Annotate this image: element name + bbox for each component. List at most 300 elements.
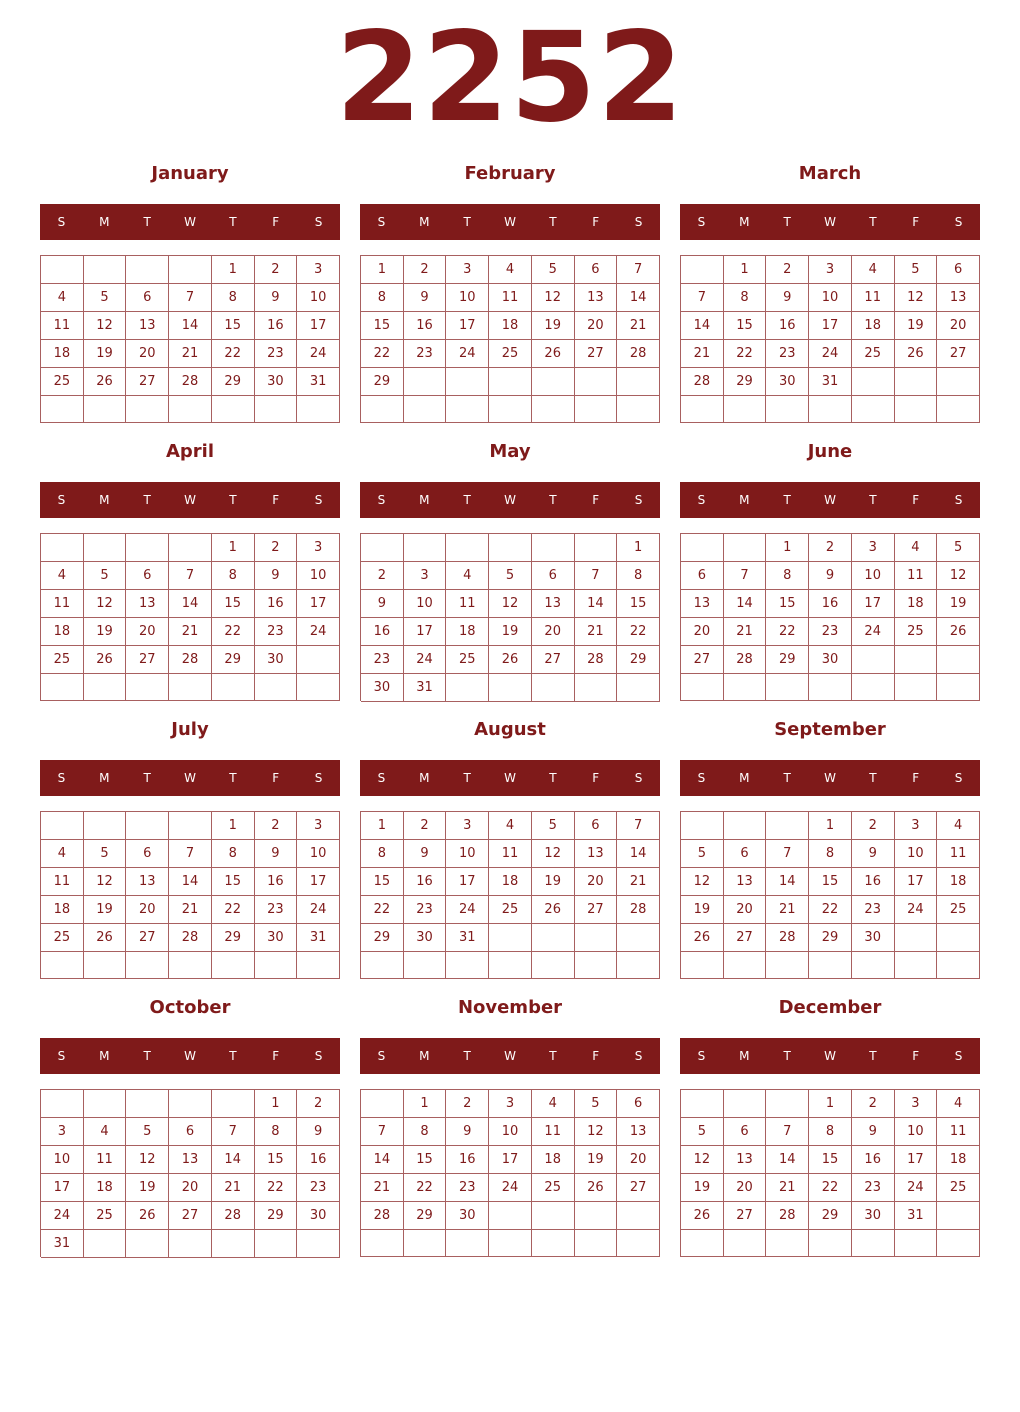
empty-cell [617, 1230, 660, 1257]
weekday-label: T [143, 771, 151, 785]
day-cell: 19 [489, 618, 532, 646]
weekday-label: W [184, 493, 196, 507]
weekday-label: S [314, 215, 323, 229]
empty-cell [126, 256, 169, 284]
weekday-label: W [504, 493, 516, 507]
day-cell: 13 [724, 868, 767, 896]
empty-cell [41, 952, 84, 979]
weekday-label: T [463, 493, 471, 507]
day-cell: 1 [404, 1090, 447, 1118]
empty-cell [404, 396, 447, 423]
empty-cell [532, 396, 575, 423]
day-cell: 23 [255, 618, 298, 646]
day-cell: 24 [809, 340, 852, 368]
weekday-label: S [634, 493, 643, 507]
day-cell: 26 [489, 646, 532, 674]
day-cell: 18 [41, 618, 84, 646]
day-cell: 1 [809, 812, 852, 840]
day-cell: 23 [766, 340, 809, 368]
day-cell: 14 [169, 590, 212, 618]
day-cell: 3 [809, 256, 852, 284]
day-cell: 10 [446, 284, 489, 312]
empty-cell [575, 396, 618, 423]
day-cell: 12 [681, 1146, 724, 1174]
day-cell: 4 [895, 534, 938, 562]
day-cell: 21 [361, 1174, 404, 1202]
day-cell: 1 [766, 534, 809, 562]
empty-cell [575, 924, 618, 952]
day-cell: 25 [937, 1174, 980, 1202]
day-cell: 2 [255, 812, 298, 840]
day-cell: 14 [361, 1146, 404, 1174]
weekday-label: M [419, 215, 430, 229]
empty-cell [84, 1230, 127, 1258]
day-cell: 5 [126, 1118, 169, 1146]
day-cell: 6 [169, 1118, 212, 1146]
day-cell: 22 [255, 1174, 298, 1202]
weekday-label: M [419, 771, 430, 785]
day-cell: 25 [446, 646, 489, 674]
day-cell: 8 [617, 562, 660, 590]
day-cell: 31 [809, 368, 852, 396]
day-cell: 7 [169, 840, 212, 868]
day-cell: 28 [724, 646, 767, 674]
day-cell: 10 [297, 562, 340, 590]
empty-cell [212, 952, 255, 979]
day-cell: 4 [489, 812, 532, 840]
empty-cell [852, 674, 895, 701]
weekday-label: S [57, 493, 66, 507]
empty-cell [255, 952, 298, 979]
day-cell: 17 [852, 590, 895, 618]
empty-cell [575, 674, 618, 702]
day-cell: 11 [84, 1146, 127, 1174]
day-cell: 24 [297, 896, 340, 924]
empty-cell [489, 952, 532, 979]
weekday-label: W [824, 215, 836, 229]
day-cell: 20 [126, 340, 169, 368]
day-cell: 5 [84, 562, 127, 590]
empty-cell [126, 1090, 169, 1118]
month-name: July [171, 719, 209, 740]
day-cell: 18 [937, 868, 980, 896]
day-grid [40, 533, 340, 701]
day-cell: 25 [895, 618, 938, 646]
empty-cell [212, 674, 255, 701]
weekday-label: S [697, 771, 706, 785]
day-cell: 1 [255, 1090, 298, 1118]
month-name: June [807, 441, 853, 462]
day-cell: 21 [575, 618, 618, 646]
day-cell: 23 [255, 340, 298, 368]
weekday-label: F [592, 1049, 600, 1063]
day-cell: 28 [575, 646, 618, 674]
day-cell: 16 [446, 1146, 489, 1174]
empty-cell [41, 396, 84, 423]
empty-cell [809, 396, 852, 423]
weekday-label: M [99, 1049, 110, 1063]
empty-cell [617, 952, 660, 979]
day-cell: 8 [212, 562, 255, 590]
weekday-header [40, 760, 340, 796]
empty-cell [169, 1090, 212, 1118]
day-cell: 21 [169, 340, 212, 368]
day-cell: 17 [41, 1174, 84, 1202]
day-cell: 22 [617, 618, 660, 646]
day-cell: 20 [575, 312, 618, 340]
day-cell: 17 [809, 312, 852, 340]
day-cell: 7 [766, 1118, 809, 1146]
day-cell: 14 [575, 590, 618, 618]
day-cell: 6 [681, 562, 724, 590]
month-name: March [798, 163, 862, 184]
empty-cell [169, 256, 212, 284]
day-cell: 17 [446, 312, 489, 340]
day-cell: 19 [532, 312, 575, 340]
day-cell: 28 [169, 924, 212, 952]
day-cell: 2 [852, 1090, 895, 1118]
day-cell: 11 [532, 1118, 575, 1146]
empty-cell [489, 1202, 532, 1230]
day-cell: 22 [809, 1174, 852, 1202]
day-cell: 15 [255, 1146, 298, 1174]
day-cell: 24 [489, 1174, 532, 1202]
empty-cell [766, 674, 809, 701]
empty-cell [297, 674, 340, 701]
empty-cell [212, 1090, 255, 1118]
month-name: April [165, 441, 215, 462]
day-cell: 21 [617, 868, 660, 896]
day-cell: 16 [404, 312, 447, 340]
day-cell: 2 [404, 812, 447, 840]
weekday-label: M [419, 493, 430, 507]
empty-cell [361, 396, 404, 423]
weekday-header [680, 1038, 980, 1074]
weekday-label: S [57, 1049, 66, 1063]
day-cell: 19 [532, 868, 575, 896]
weekday-label: S [634, 771, 643, 785]
day-cell: 9 [255, 840, 298, 868]
day-cell: 10 [297, 284, 340, 312]
empty-cell [532, 674, 575, 702]
day-cell: 13 [126, 868, 169, 896]
empty-cell [84, 674, 127, 701]
empty-cell [766, 952, 809, 979]
day-cell: 25 [41, 924, 84, 952]
empty-cell [617, 1202, 660, 1230]
day-cell: 8 [212, 840, 255, 868]
empty-cell [84, 812, 127, 840]
day-cell: 25 [41, 646, 84, 674]
day-cell: 18 [41, 340, 84, 368]
empty-cell [84, 256, 127, 284]
day-cell: 21 [212, 1174, 255, 1202]
day-cell: 21 [766, 1174, 809, 1202]
day-cell: 30 [255, 646, 298, 674]
day-cell: 5 [895, 256, 938, 284]
day-cell: 26 [84, 368, 127, 396]
day-cell: 14 [766, 868, 809, 896]
day-cell: 5 [532, 812, 575, 840]
day-cell: 6 [532, 562, 575, 590]
day-cell: 29 [212, 646, 255, 674]
empty-cell [681, 396, 724, 423]
day-cell: 23 [809, 618, 852, 646]
empty-cell [126, 1230, 169, 1258]
day-cell: 7 [212, 1118, 255, 1146]
weekday-label: T [783, 1049, 791, 1063]
day-cell: 14 [212, 1146, 255, 1174]
weekday-label: M [99, 771, 110, 785]
empty-cell [809, 674, 852, 701]
empty-cell [41, 812, 84, 840]
weekday-label: W [184, 1049, 196, 1063]
day-cell: 15 [361, 312, 404, 340]
day-cell: 16 [361, 618, 404, 646]
day-cell: 19 [84, 896, 127, 924]
day-cell: 7 [361, 1118, 404, 1146]
day-cell: 4 [532, 1090, 575, 1118]
empty-cell [446, 534, 489, 562]
day-cell: 3 [895, 812, 938, 840]
day-cell: 16 [255, 868, 298, 896]
empty-cell [809, 952, 852, 979]
empty-cell [766, 812, 809, 840]
weekday-label: T [143, 215, 151, 229]
weekday-label: S [634, 1049, 643, 1063]
day-cell: 10 [895, 840, 938, 868]
day-cell: 11 [937, 840, 980, 868]
day-cell: 27 [617, 1174, 660, 1202]
day-grid [680, 255, 980, 423]
day-cell: 15 [809, 868, 852, 896]
day-cell: 26 [895, 340, 938, 368]
day-cell: 27 [126, 368, 169, 396]
day-cell: 9 [404, 284, 447, 312]
day-cell: 9 [404, 840, 447, 868]
day-cell: 1 [361, 812, 404, 840]
day-cell: 10 [297, 840, 340, 868]
day-cell: 14 [169, 868, 212, 896]
empty-cell [126, 396, 169, 423]
day-cell: 24 [446, 896, 489, 924]
day-cell: 2 [361, 562, 404, 590]
day-grid [40, 1089, 340, 1257]
day-cell: 13 [617, 1118, 660, 1146]
day-cell: 6 [126, 284, 169, 312]
day-cell: 2 [255, 256, 298, 284]
empty-cell [937, 1230, 980, 1257]
day-cell: 13 [937, 284, 980, 312]
weekday-label: W [824, 1049, 836, 1063]
day-cell: 20 [575, 868, 618, 896]
empty-cell [895, 952, 938, 979]
empty-cell [617, 396, 660, 423]
day-cell: 29 [617, 646, 660, 674]
weekday-label: W [504, 1049, 516, 1063]
empty-cell [446, 368, 489, 396]
day-cell: 22 [809, 896, 852, 924]
weekday-header [360, 482, 660, 518]
day-cell: 29 [361, 924, 404, 952]
empty-cell [169, 812, 212, 840]
weekday-label: T [549, 771, 557, 785]
day-cell: 21 [724, 618, 767, 646]
day-cell: 3 [446, 812, 489, 840]
day-cell: 19 [84, 618, 127, 646]
day-cell: 14 [617, 840, 660, 868]
weekday-label: W [184, 215, 196, 229]
day-grid [360, 1089, 660, 1257]
day-cell: 11 [446, 590, 489, 618]
weekday-label: S [954, 493, 963, 507]
weekday-label: T [783, 771, 791, 785]
day-cell: 23 [852, 1174, 895, 1202]
day-cell: 23 [297, 1174, 340, 1202]
empty-cell [575, 1202, 618, 1230]
empty-cell [169, 674, 212, 701]
empty-cell [724, 812, 767, 840]
day-cell: 25 [852, 340, 895, 368]
empty-cell [575, 534, 618, 562]
weekday-label: T [463, 771, 471, 785]
weekday-label: S [697, 215, 706, 229]
empty-cell [446, 1230, 489, 1257]
day-cell: 26 [84, 924, 127, 952]
day-cell: 3 [446, 256, 489, 284]
day-cell: 2 [404, 256, 447, 284]
weekday-label: T [869, 771, 877, 785]
empty-cell [532, 952, 575, 979]
day-cell: 24 [852, 618, 895, 646]
day-cell: 14 [766, 1146, 809, 1174]
day-grid [680, 811, 980, 979]
day-cell: 13 [126, 312, 169, 340]
day-cell: 8 [809, 840, 852, 868]
day-cell: 27 [126, 646, 169, 674]
day-cell: 20 [126, 896, 169, 924]
day-cell: 9 [852, 840, 895, 868]
day-cell: 1 [724, 256, 767, 284]
empty-cell [489, 368, 532, 396]
day-cell: 19 [937, 590, 980, 618]
empty-cell [809, 1230, 852, 1257]
day-cell: 13 [169, 1146, 212, 1174]
weekday-label: M [739, 771, 750, 785]
empty-cell [255, 674, 298, 701]
day-cell: 3 [404, 562, 447, 590]
empty-cell [852, 952, 895, 979]
day-grid [680, 1089, 980, 1257]
day-cell: 27 [169, 1202, 212, 1230]
day-cell: 27 [575, 896, 618, 924]
empty-cell [895, 924, 938, 952]
day-cell: 4 [937, 812, 980, 840]
day-cell: 28 [766, 924, 809, 952]
day-cell: 5 [84, 284, 127, 312]
empty-cell [126, 674, 169, 701]
day-cell: 26 [532, 896, 575, 924]
day-cell: 28 [361, 1202, 404, 1230]
day-cell: 14 [681, 312, 724, 340]
day-cell: 15 [212, 312, 255, 340]
month-name: May [489, 441, 531, 462]
day-cell: 30 [809, 646, 852, 674]
day-cell: 8 [809, 1118, 852, 1146]
day-cell: 4 [489, 256, 532, 284]
empty-cell [937, 368, 980, 396]
weekday-label: F [592, 771, 600, 785]
day-cell: 1 [617, 534, 660, 562]
day-cell: 30 [361, 674, 404, 702]
weekday-header [40, 204, 340, 240]
empty-cell [681, 256, 724, 284]
empty-cell [126, 812, 169, 840]
day-cell: 9 [255, 562, 298, 590]
day-cell: 1 [361, 256, 404, 284]
day-cell: 16 [297, 1146, 340, 1174]
day-cell: 12 [126, 1146, 169, 1174]
day-cell: 18 [446, 618, 489, 646]
day-cell: 30 [255, 924, 298, 952]
day-cell: 7 [724, 562, 767, 590]
empty-cell [532, 368, 575, 396]
day-cell: 10 [41, 1146, 84, 1174]
day-cell: 28 [169, 368, 212, 396]
month-name: February [464, 163, 556, 184]
day-cell: 12 [681, 868, 724, 896]
day-cell: 12 [84, 868, 127, 896]
day-cell: 29 [212, 368, 255, 396]
empty-cell [575, 952, 618, 979]
weekday-label: M [99, 493, 110, 507]
day-cell: 12 [489, 590, 532, 618]
day-cell: 7 [169, 284, 212, 312]
day-cell: 26 [126, 1202, 169, 1230]
day-cell: 28 [617, 896, 660, 924]
day-cell: 29 [212, 924, 255, 952]
day-cell: 26 [84, 646, 127, 674]
day-cell: 28 [766, 1202, 809, 1230]
day-cell: 7 [681, 284, 724, 312]
empty-cell [532, 534, 575, 562]
day-cell: 6 [724, 1118, 767, 1146]
empty-cell [895, 674, 938, 701]
empty-cell [681, 812, 724, 840]
day-cell: 15 [212, 590, 255, 618]
day-cell: 17 [297, 312, 340, 340]
day-cell: 11 [41, 590, 84, 618]
weekday-label: T [783, 215, 791, 229]
empty-cell [895, 368, 938, 396]
day-cell: 3 [895, 1090, 938, 1118]
day-cell: 27 [681, 646, 724, 674]
day-cell: 28 [617, 340, 660, 368]
day-cell: 1 [212, 812, 255, 840]
empty-cell [361, 1090, 404, 1118]
empty-cell [724, 1230, 767, 1257]
day-cell: 28 [169, 646, 212, 674]
empty-cell [404, 368, 447, 396]
empty-cell [766, 1090, 809, 1118]
weekday-label: T [783, 493, 791, 507]
empty-cell [724, 396, 767, 423]
day-cell: 25 [532, 1174, 575, 1202]
weekday-label: S [697, 1049, 706, 1063]
day-cell: 30 [255, 368, 298, 396]
day-cell: 8 [724, 284, 767, 312]
day-cell: 6 [724, 840, 767, 868]
